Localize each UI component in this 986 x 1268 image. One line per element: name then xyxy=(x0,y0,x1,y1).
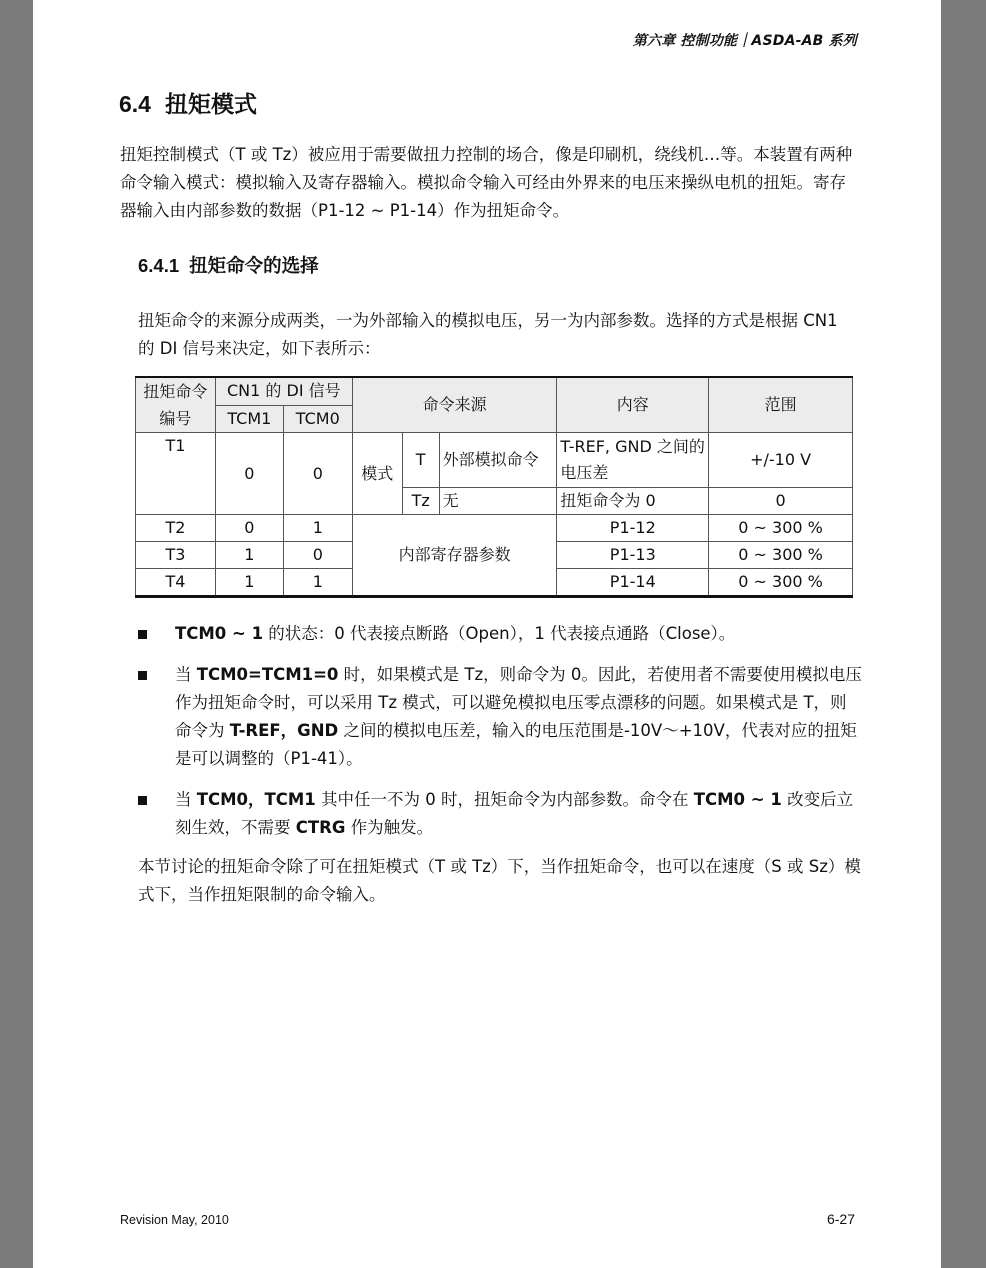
note-bold: T-REF，GND xyxy=(229,721,339,740)
cell-range: 0 xyxy=(709,488,853,515)
note-text: 其中任一不为 0 时，扭矩命令为内部参数。命令在 xyxy=(315,790,694,809)
cell-tcm0: 1 xyxy=(283,515,352,542)
table-header-row xyxy=(136,377,853,405)
note-bold: TCM0 ~ 1 xyxy=(175,624,264,643)
cell-range: 0 ~ 300 % xyxy=(709,569,853,597)
header-cmd-no: 扭矩命令编号 xyxy=(136,377,216,433)
note-text: 作为触发。 xyxy=(345,818,434,837)
cell-tcm0: 0 xyxy=(283,433,352,515)
note-bold: TCM0，TCM1 xyxy=(196,790,316,809)
cell-mode: T xyxy=(402,433,439,488)
cell-content: P1-12 xyxy=(557,515,709,542)
cell-mode-label: 模式 xyxy=(352,433,402,515)
note-text: 当 xyxy=(175,665,197,684)
square-bullet-icon xyxy=(138,630,147,639)
cell-cmd: T2 xyxy=(136,515,216,542)
closing-paragraph: 本节讨论的扭矩命令除了可在扭矩模式（T 或 Tz）下，当作扭矩命令，也可以在速度（S 或 Sz）模式下，当作扭矩限制的命令输入。 xyxy=(138,857,861,904)
cell-range: 0 ~ 300 % xyxy=(709,515,853,542)
table-row xyxy=(136,515,853,542)
cell-source: 无 xyxy=(439,488,557,515)
header-tcm0: TCM0 xyxy=(283,405,352,433)
note-item xyxy=(138,786,863,842)
torque-command-table xyxy=(135,376,853,598)
cell-internal-source: 内部寄存器参数 xyxy=(352,515,557,597)
cell-tcm1: 0 xyxy=(215,515,283,542)
subsection-title: 扭矩命令的选择 xyxy=(189,256,319,277)
cell-range: +/-10 V xyxy=(709,433,853,488)
note-text: 之间的模拟电压差，输入的电压范围是-10V～+10V，代表对应的扭矩是可以调整的（P1-41）。 xyxy=(175,721,857,768)
cell-tcm0: 1 xyxy=(283,569,352,597)
square-bullet-icon xyxy=(138,796,147,805)
square-bullet-icon xyxy=(138,671,147,680)
cell-mode: Tz xyxy=(402,488,439,515)
section-title: 扭矩模式 xyxy=(164,92,257,118)
note-bold: TCM0=TCM1=0 xyxy=(196,665,339,684)
note-text: 当 xyxy=(175,790,197,809)
section-number: 6.4 xyxy=(119,91,151,117)
cell-tcm1: 0 xyxy=(215,433,283,515)
header-di-signal: CN1 的 DI 信号 xyxy=(215,377,352,405)
cell-cmd: T4 xyxy=(136,569,216,597)
header-tcm1: TCM1 xyxy=(215,405,283,433)
document-page xyxy=(33,0,941,1268)
cell-tcm1: 1 xyxy=(215,542,283,569)
header-source: 命令来源 xyxy=(352,377,557,433)
cell-cmd: T3 xyxy=(136,542,216,569)
subsection-intro-paragraph: 扭矩命令的来源分成两类，一为外部输入的模拟电压，另一为内部参数。选择的方式是根据 CN1 的 DI 信号来决定，如下表所示： xyxy=(138,311,838,358)
header-range: 范围 xyxy=(709,377,853,433)
note-text: 改变后立刻生效，不需要 xyxy=(175,790,854,837)
cell-cmd: T1 xyxy=(136,433,216,515)
footer-page-number: 6-27 xyxy=(826,1211,855,1227)
cell-content: P1-14 xyxy=(557,569,709,597)
header-content: 内容 xyxy=(557,377,709,433)
note-text: 的状态：0 代表接点断路（Open），1 代表接点通路（Close）。 xyxy=(263,624,736,643)
section-intro-paragraph: 扭矩控制模式（T 或 Tz）被应用于需要做扭力控制的场合，像是印刷机，绕线机…等。本装置有两种命令输入模式：模拟输入及寄存器输入。模拟命令输入可经由外界来的电压来操纵电机的扭矩。寄存器输入由内部参数的数据（P1-12 ~ P1-14）作为扭矩命令。 xyxy=(120,145,853,220)
cell-source: 外部模拟命令 xyxy=(439,433,557,488)
cell-range: 0 ~ 300 % xyxy=(709,542,853,569)
cell-tcm0: 0 xyxy=(283,542,352,569)
section-heading xyxy=(119,86,257,119)
notes-list xyxy=(138,620,863,855)
running-header: 第六章 控制功能｜ASDA-AB 系列 xyxy=(632,33,857,49)
note-text: 时，如果模式是 Tz，则命令为 0。因此，若使用者不需要使用模拟电压作为扭矩命令时，可以采用 Tz 模式，可以避免模拟电压零点漂移的问题。如果模式是 T，则命令为 xyxy=(175,665,862,740)
subsection-heading xyxy=(138,252,319,278)
cell-content: P1-13 xyxy=(557,542,709,569)
table-row xyxy=(136,433,853,488)
footer-revision: Revision May, 2010 xyxy=(120,1213,229,1227)
note-bold: TCM0 ~ 1 xyxy=(693,790,782,809)
cell-tcm1: 1 xyxy=(215,569,283,597)
subsection-number: 6.4.1 xyxy=(138,255,180,276)
note-bold: CTRG xyxy=(295,818,346,837)
cell-content: 扭矩命令为 0 xyxy=(557,488,709,515)
cell-content: T-REF, GND 之间的电压差 xyxy=(557,433,709,488)
note-item xyxy=(138,661,863,773)
note-item xyxy=(138,620,863,648)
